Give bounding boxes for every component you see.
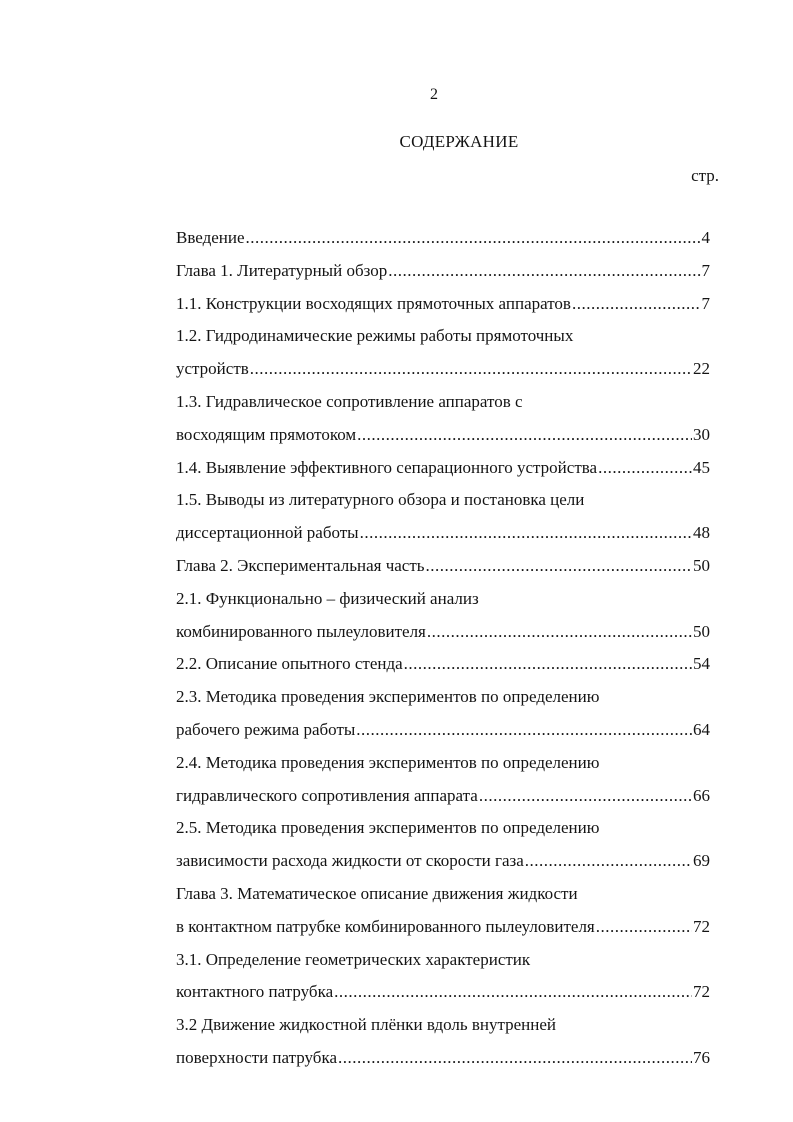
toc-dot-leader	[596, 917, 692, 937]
toc-line-page: 45	[693, 457, 710, 477]
toc-dot-leader	[334, 982, 692, 1002]
toc-line-page: 22	[693, 359, 710, 379]
toc-line	[176, 326, 710, 359]
toc-line	[176, 687, 710, 720]
page-column-label: стр.	[691, 166, 719, 185]
toc-dot-leader	[356, 720, 692, 740]
toc-line-page: 72	[693, 982, 710, 1002]
toc-line-text: 2.1. Функционально – физический анализ	[176, 588, 479, 608]
toc-dot-leader	[598, 458, 692, 478]
toc-line	[176, 950, 710, 983]
toc-line-text: зависимости расхода жидкости от скорости газа	[176, 851, 524, 871]
toc-line-page: 72	[693, 916, 710, 936]
toc-dot-leader	[357, 425, 692, 445]
toc-dot-leader	[427, 622, 692, 642]
toc-line-text: Введение	[176, 228, 245, 247]
toc-line	[176, 884, 710, 917]
toc-line	[176, 786, 710, 819]
toc-line-text: контактного патрубка	[176, 982, 334, 1002]
toc-title: СОДЕРЖАНИЕ	[399, 132, 519, 151]
toc-line-page: 7	[701, 260, 710, 280]
toc-line-text: восходящим прямотоком	[176, 424, 357, 444]
toc-dot-leader	[525, 851, 692, 871]
toc-line-text: 1.2. Гидродинамические режимы работы прямоточных	[176, 326, 574, 346]
toc-line-page: 54	[693, 654, 710, 674]
toc-line-text: 1.4. Выявление эффективного сепарационного устройства	[176, 457, 598, 477]
toc-dot-leader	[426, 556, 692, 576]
toc-line	[176, 392, 710, 425]
toc-line	[176, 458, 710, 491]
toc-line-text: рабочего режима работы	[176, 719, 356, 739]
toc-line-text: гидравлического сопротивления аппарата	[176, 785, 478, 805]
toc-dot-leader	[404, 654, 692, 674]
toc-line	[176, 818, 710, 851]
toc-line	[176, 228, 710, 261]
toc-line-text: 2.2. Описание опытного стенда	[176, 654, 403, 674]
toc-line-text: поверхности патрубка	[176, 1047, 338, 1067]
toc-line-text: 3.1. Определение геометрических характеристик	[176, 949, 531, 969]
toc-line	[176, 1048, 710, 1081]
toc-line-page: 4	[701, 228, 710, 247]
toc-line	[176, 425, 710, 458]
toc-line-page: 7	[701, 293, 710, 313]
toc-line	[176, 294, 710, 327]
toc-line-text: 3.2 Движение жидкостной плёнки вдоль внутренней	[176, 1015, 557, 1035]
toc-line-page: 50	[693, 555, 710, 575]
toc-line	[176, 261, 710, 294]
table-of-contents	[176, 228, 710, 1081]
toc-dot-leader	[250, 359, 692, 379]
toc-line-page: 69	[693, 851, 710, 871]
toc-line-text: Глава 1. Литературный обзор	[176, 260, 388, 280]
toc-line-text: устройств	[176, 359, 249, 379]
toc-dot-leader	[388, 261, 700, 281]
toc-line	[176, 359, 710, 392]
toc-line-text: в контактном патрубке комбинированного пылеуловителя	[176, 916, 595, 936]
toc-line-page: 48	[693, 523, 710, 543]
toc-line	[176, 917, 710, 950]
toc-line-page: 30	[693, 424, 710, 444]
toc-line-text: диссертационной работы	[176, 523, 359, 543]
toc-line-text: 2.5. Методика проведения экспериментов по определению	[176, 818, 600, 838]
toc-line	[176, 982, 710, 1015]
toc-line	[176, 1015, 710, 1048]
toc-dot-leader	[338, 1048, 692, 1068]
toc-line-page: 64	[693, 719, 710, 739]
toc-line	[176, 622, 710, 655]
toc-line-text: комбинированного пылеуловителя	[176, 621, 426, 641]
toc-dot-leader	[246, 228, 701, 248]
toc-line-text: 1.3. Гидравлическое сопротивление аппаратов с	[176, 391, 523, 411]
toc-line	[176, 720, 710, 753]
toc-line	[176, 523, 710, 556]
toc-line-text: 2.4. Методика проведения экспериментов по определению	[176, 752, 600, 772]
toc-line-text: 2.3. Методика проведения экспериментов по определению	[176, 687, 600, 707]
toc-line-text: 1.5. Выводы из литературного обзора и постановка цели	[176, 490, 585, 510]
toc-dot-leader	[360, 523, 692, 543]
toc-line	[176, 753, 710, 786]
toc-line	[176, 589, 710, 622]
toc-line-text: Глава 3. Математическое описание движения жидкости	[176, 883, 578, 903]
page-number: 2	[430, 86, 438, 103]
toc-line	[176, 556, 710, 589]
toc-line-page: 50	[693, 621, 710, 641]
toc-line-text: Глава 2. Экспериментальная часть	[176, 555, 425, 575]
toc-dot-leader	[479, 786, 692, 806]
toc-line-page: 76	[693, 1047, 710, 1067]
toc-line	[176, 654, 710, 687]
toc-line	[176, 851, 710, 884]
toc-dot-leader	[572, 294, 701, 314]
toc-line-text: 1.1. Конструкции восходящих прямоточных аппаратов	[176, 293, 571, 313]
toc-line	[176, 490, 710, 523]
toc-line-page: 66	[693, 785, 710, 805]
